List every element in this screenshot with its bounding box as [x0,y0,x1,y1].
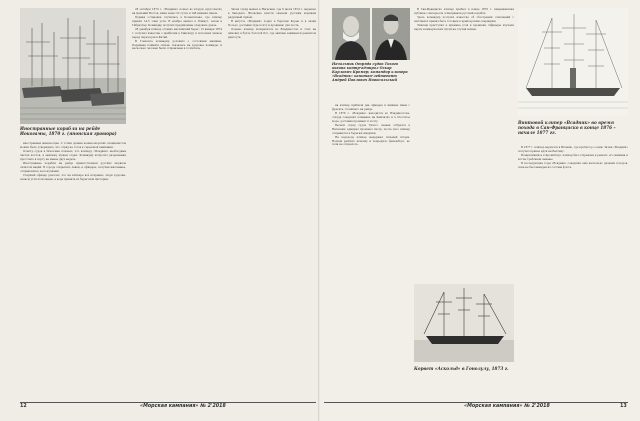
clipper-caption: Винтовой клипер «Всадник» во время похода в Сан-Франциско в конце 1876 – начале 1877 гг. [518,120,616,135]
text-column-left-c [228,8,316,398]
paragraph: Затем отряд вышел в Нагасаки, где 6 июля 1874 г. перешёл в Хакодате. Японские власти оказали русским морякам радушный приём. [228,8,316,19]
paragraph: на клипер прибыли два офицера и нижние чины с фрегата, стоявшего на рейде. [332,104,410,111]
right-page [320,0,640,421]
corvette-caption: Корвет «Аскольд» в Гонолулу, 1873 г. [414,366,509,371]
text-column-left-a [20,142,126,398]
commander-portrait [372,8,410,60]
paragraph: В 1877 г. клипер вернулся в Японию, где пробыл до осени. Затем «Всадник» получил приказ идти на Балтику. [518,146,628,153]
paragraph: иностранных миноносцев. С точки зрения военно-морских специалистов можно было утверждать, что отряд не готов к серьёзной кампании. [20,142,126,149]
paragraph: Экипаж приступил к приёмке угля и провизии. Офицеры изучали карты коммерческих путей на случай войны. [414,24,514,31]
paragraph: 28 декабря клипер оставил английский берег; 12 января 1874 г. получил известие о прибытии в Сингапур и пополнил запасы перед переходом в Китай. [132,27,222,39]
paragraph: В августе «Всадник» ходил к берегам Кореи и в залив Посьет, доставив туда почту и провизию для поста. [228,19,316,27]
text-column-left-b [132,8,222,398]
paragraph: Первая остановка случилась в Копенгагене, где клипер принял 14,5 тонн угля. В ноябре вышел в Плимут, затем в Гибралтар. Командир получил предписание следовать далее. [132,16,222,27]
paragraph: Осмотр судов в Иокогаме показал, что клиперу «Всадник» необходима чистка котлов, а экипажу нужен отдых. Командир испросил разрешения простоять в порту не менее двух недель. [20,150,126,161]
paragraph: На переходе клипер выдержал сильный шторм. Волной разбило шлюпку и повредило фальшборт, но течи не открылось. [332,135,410,147]
paragraph: Возвратившись в Кронштадт, клипер был отправлен в ремонт; его машина и котлы требовали замены. [518,154,628,161]
harbor-engraving [20,8,126,124]
paragraph: Осенью клипер возвратился во Владивосток и стал на зимовку в бухте Золотой Рог, где экипаж занимался ремонтом рангоута. [228,27,316,39]
paragraph: В Гонконге командир доложил о состоянии машины. Перемена климата сильно сказалась на здоровье команды, и несколько человек были отправлены в госпиталь. [132,39,222,51]
page-number-right: 13 [620,404,627,409]
magazine-title-left: «Морская кампания» № 2'2018 [140,404,226,409]
paragraph: В последующие годы «Всадник» совершил ещё несколько дальних походов, пока не был выведен из состава флота. [518,162,628,169]
paragraph: Весной отряд судов Тихого океана собрался в Нагасаки; адмирал произвёл смотр, после чего клипер отправился к берегам Америки. [332,123,410,135]
page-number-left: 12 [20,404,27,409]
paragraph: В 1876 г. «Всадник» находился во Владивостоке, откуда совершил плавание на Камчатку и в Охотское море, доставив провиант и почту. [332,112,410,123]
left-footer [20,402,316,411]
portraits-caption: Начальник Отряда судов Тихого океана контр-адмирал Оскар Карлович Кремер; командир клипера «Всадник» капитан-лейтенант Андрей Павлович Новосильский [332,62,408,83]
paragraph: В Сан-Франциско клипер прибыл в конце 1876 г. Американская публика с интересом осматривала русский корабль. [414,8,514,15]
magazine-title-right: «Морская кампания» № 2'2018 [464,404,550,409]
text-column-right-c [518,146,628,398]
harbor-caption: Иностранные корабли на рейде Иокогамы, 1870 г. (японская гравюра) [20,126,117,136]
clipper-ship-drawing [518,8,628,116]
text-column-right-b [414,8,514,278]
paragraph: Старший офицер доносил, что на клипере всё исправно, люди здоровы, запасы угля пополнены, а вода принята из береговой цистерны. [20,173,126,181]
right-footer [324,402,628,411]
paragraph: 28 октября 1873 г. «Всадник» пошёл во вторую кругосветку на Дальний Восток, имея запас 22 суток и 148 нижних чинов. [132,8,222,15]
corvette-photo [414,284,514,362]
text-column-right-a [332,104,410,398]
paragraph: Иностранные корабли на рейде приветствовали русских моряков салютом наций. В городе открылись лавки, и офицеры, получив жалованье, отправлялись за покупками. [20,161,126,173]
admiral-portrait [332,8,370,60]
paragraph: Здесь командир получил известие об обострении отношений с Англией и приказ быть готовым к крейсерским операциям. [414,16,514,23]
